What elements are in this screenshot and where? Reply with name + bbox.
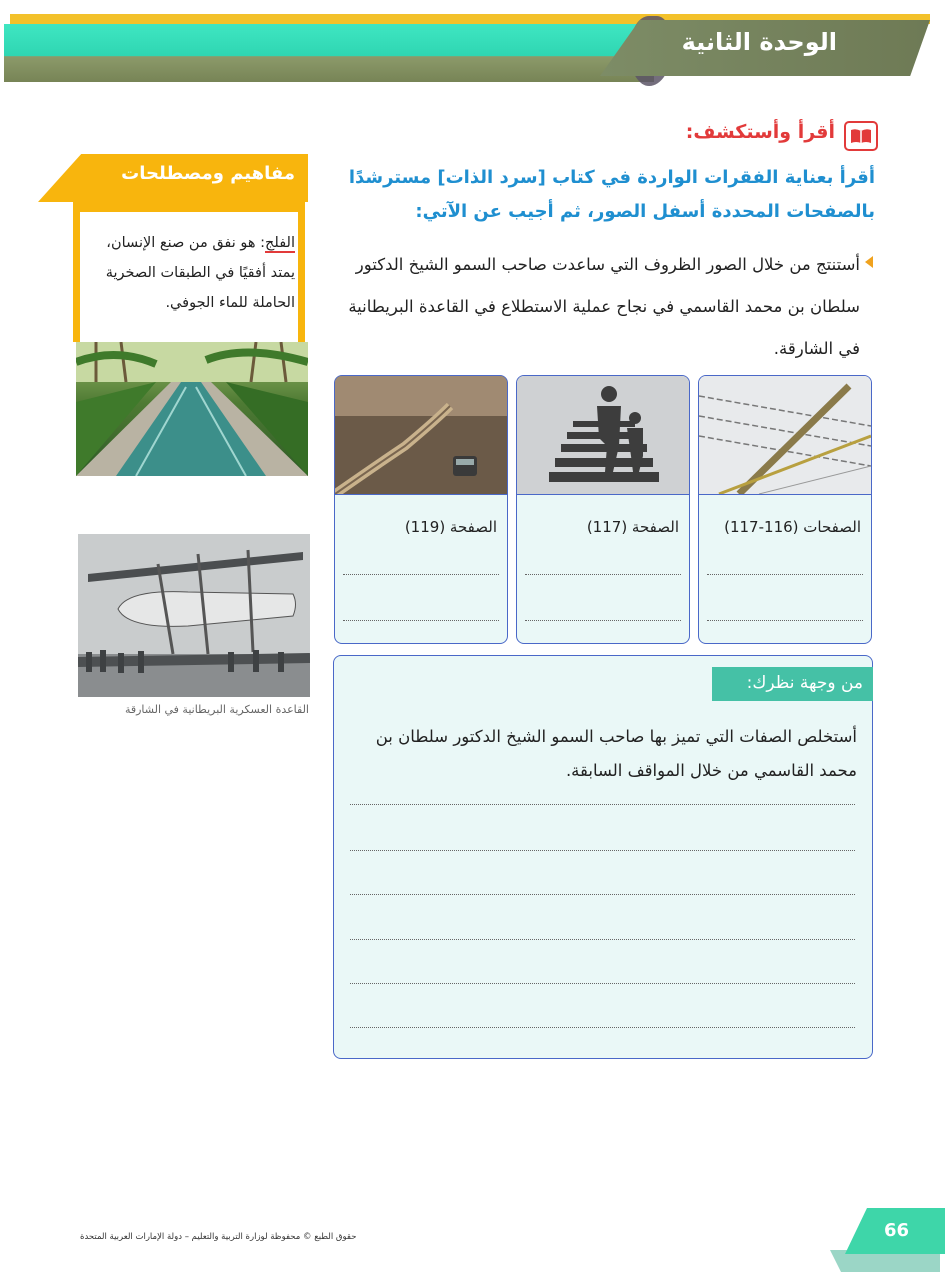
section-heading: أقرأ وأستكشف:: [685, 121, 835, 143]
answer-line[interactable]: [707, 574, 863, 575]
answer-line[interactable]: [343, 620, 499, 621]
falaj-photo: [76, 342, 308, 476]
plane-caption: القاعدة العسكرية البريطانية في الشارقة: [124, 703, 309, 716]
answer-line[interactable]: [350, 1027, 855, 1028]
barbed-wire-photo: [699, 376, 871, 495]
military-base-photo: [78, 534, 310, 697]
opinion-title: من وجهة نظرك:: [746, 673, 863, 693]
concept-definition: [85, 228, 295, 318]
answer-line[interactable]: [350, 983, 855, 984]
page-number: 66: [884, 1220, 910, 1241]
opinion-question: أستخلص الصفات التي تميز بها صاحب السمو الشيخ الدكتور سلطان بن محمد القاسمي من خلال المواقف السابقة.: [375, 727, 857, 780]
card-page-label: الصفحة (119): [404, 518, 497, 536]
open-book-icon: [844, 121, 878, 151]
concept-definition-text: : هو نفق من صنع الإنسان، يمتد أفقيًا في الطبقات الصخرية الحاملة للماء الجوفي.: [105, 235, 295, 311]
concepts-title: مفاهيم ومصطلحات: [121, 163, 295, 184]
card-page-label: الصفحات (116-117): [724, 518, 861, 536]
header-bar: [4, 24, 654, 82]
answer-line[interactable]: [350, 850, 855, 851]
unit-title: الوحدة الثانية: [681, 28, 837, 56]
concept-term: الفلج: [265, 235, 295, 251]
answer-line[interactable]: [350, 939, 855, 940]
answer-line[interactable]: [525, 620, 681, 621]
crossing-sign-photo: [517, 376, 689, 495]
image-card-1: [698, 375, 872, 644]
copyright-notice: حقوق الطبع © محفوظة لوزارة التربية والتعليم – دولة الإمارات العربية المتحدة: [80, 1232, 357, 1242]
image-card-2: [516, 375, 690, 644]
image-card-3: [334, 375, 508, 644]
opinion-box: [333, 655, 873, 1059]
pipeline-photo: [335, 376, 507, 495]
answer-line[interactable]: [343, 574, 499, 575]
intro-instructions: أقرأ بعناية الفقرات الواردة في كتاب [سرد الذات] مسترشدًا بالصفحات المحددة أسفل الصور، ثم أجيب عن الآتي:: [348, 167, 875, 222]
answer-line[interactable]: [525, 574, 681, 575]
answer-line[interactable]: [707, 620, 863, 621]
bullet-arrow-icon: [865, 256, 873, 268]
card-page-label: الصفحة (117): [586, 518, 679, 536]
answer-line[interactable]: [350, 894, 855, 895]
task-text: أستنتج من خلال الصور الظروف التي ساعدت صاحب السمو الشيخ الدكتور سلطان بن محمد القاسمي في نجاح عملية الاستطلاع في القاعدة البريطانية في الشارقة.: [348, 255, 860, 358]
answer-line[interactable]: [350, 804, 855, 805]
